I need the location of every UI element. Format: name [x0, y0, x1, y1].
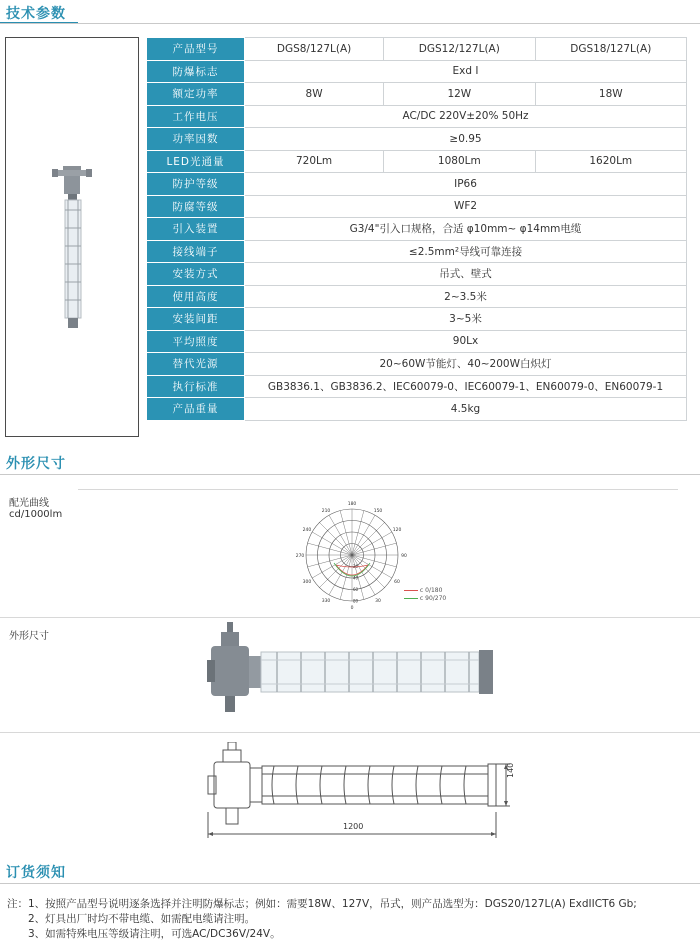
- spec-row: [147, 330, 687, 353]
- light-distribution-polar-chart: [287, 500, 417, 610]
- dimension-length: 1200: [343, 822, 364, 831]
- section-divider: [0, 23, 700, 24]
- spec-value: 3~5米: [245, 308, 687, 331]
- spec-label: 额定功率: [147, 83, 245, 106]
- polar-spoke: [308, 543, 352, 555]
- spec-value: WF2: [245, 195, 687, 218]
- polar-angle-label: 60: [394, 580, 400, 585]
- spec-value: GB3836.1、GB3836.2、IEC60079-0、IEC60079-1、EN60079-0、EN60079-1: [245, 375, 687, 398]
- spec-row: [147, 60, 687, 83]
- polar-angle-label: 0: [350, 606, 354, 610]
- polar-spoke: [312, 532, 352, 555]
- section-divider: [0, 474, 700, 475]
- polar-spoke: [352, 532, 392, 555]
- spec-row: [147, 240, 687, 263]
- legend-c90-270: c 90/270: [404, 595, 446, 602]
- spec-value: Exd Ⅰ: [245, 60, 687, 83]
- spec-value: IP66: [245, 173, 687, 196]
- spec-row: [147, 375, 687, 398]
- spec-row: [147, 150, 687, 173]
- section-divider-secondary: [0, 617, 700, 618]
- spec-label: 防护等级: [147, 173, 245, 196]
- polar-angle-label: 270: [295, 554, 305, 559]
- polar-angle-label: 180: [347, 502, 357, 507]
- dimension-height: 140: [506, 762, 515, 778]
- polar-spoke: [319, 522, 352, 555]
- polar-spoke: [352, 555, 396, 567]
- spec-label: 安装方式: [147, 263, 245, 286]
- lamp-horizontal-photo: [207, 622, 497, 714]
- curve-unit: cd/1000lm: [9, 509, 63, 520]
- note-line-3: 3、如需特殊电压等级请注明，可选AC/DC36V/24V。: [28, 928, 281, 940]
- spec-label: 产品重量: [147, 398, 245, 421]
- spec-label: 执行标准: [147, 375, 245, 398]
- spec-label: 安装间距: [147, 308, 245, 331]
- spec-value: ≤2.5mm²导线可靠连接: [245, 240, 687, 263]
- polar-spoke: [340, 511, 352, 555]
- spec-row: [147, 173, 687, 196]
- spec-row: [147, 83, 687, 106]
- model-name: DGS8/127L(A): [245, 38, 384, 61]
- shape-label: 外形尺寸: [9, 631, 49, 642]
- spec-label: 工作电压: [147, 105, 245, 128]
- spec-row: [147, 308, 687, 331]
- polar-angle-label: 90: [401, 554, 407, 559]
- spec-row: [147, 218, 687, 241]
- section-title-dims: 外形尺寸: [6, 456, 66, 472]
- spec-value: 1620Lm: [535, 150, 686, 173]
- spec-row: [147, 105, 687, 128]
- spec-row: [147, 398, 687, 421]
- spec-label: 防爆标志: [147, 60, 245, 83]
- spec-table: [146, 37, 687, 421]
- spec-header-row: [147, 38, 687, 61]
- spec-label: 替代光源: [147, 353, 245, 376]
- spec-label: LED光通量: [147, 150, 245, 173]
- section-title-order: 订货须知: [6, 865, 66, 881]
- polar-radius-label: 80: [353, 598, 359, 604]
- spec-row: [147, 285, 687, 308]
- lamp-vertical-illustration: [6, 38, 138, 436]
- spec-label: 使用高度: [147, 285, 245, 308]
- note-line-1: 注：1、按照产品型号说明逐条选择并注明防爆标志；例如：需要18W、127V，吊式，则产品选型为：DGS20/127L(A) ExdIICT6 Gb;: [7, 898, 637, 910]
- spec-value: 720Lm: [245, 150, 384, 173]
- spec-row: [147, 353, 687, 376]
- spec-value: 12W: [384, 83, 535, 106]
- spec-value: 吊式、壁式: [245, 263, 687, 286]
- spec-value: ≥0.95: [245, 128, 687, 151]
- polar-angle-label: 30: [375, 599, 381, 605]
- polar-angle-label: 210: [321, 508, 331, 514]
- model-name: DGS12/127L(A): [384, 38, 535, 61]
- spec-label: 功率因数: [147, 128, 245, 151]
- spec-value: 20~60W节能灯、40~200W白炽灯: [245, 353, 687, 376]
- section-divider-secondary: [0, 732, 700, 733]
- curve-label: 配光曲线: [9, 498, 49, 509]
- polar-spoke: [319, 555, 352, 588]
- polar-spoke: [352, 543, 396, 555]
- polar-radius-label: 20: [353, 564, 359, 569]
- spec-value: 2~3.5米: [245, 285, 687, 308]
- polar-radius-label: 60: [353, 587, 359, 592]
- note-line-2: 2、灯具出厂时均不带电缆、如需配电缆请注明。: [28, 913, 256, 925]
- section-divider-secondary: [78, 489, 678, 490]
- polar-radius-label: 40: [353, 575, 359, 581]
- spec-label: 产品型号: [147, 38, 245, 61]
- spec-row: [147, 195, 687, 218]
- polar-spoke: [352, 555, 385, 588]
- polar-spoke: [308, 555, 352, 567]
- product-photo: [5, 37, 139, 437]
- spec-row: [147, 263, 687, 286]
- spec-value: G3/4"引入口规格，合适 φ10mm~ φ14mm电缆: [245, 218, 687, 241]
- polar-spoke: [352, 511, 364, 555]
- polar-angle-label: 330: [321, 599, 331, 605]
- order-notes: [7, 897, 637, 942]
- spec-label: 引入装置: [147, 218, 245, 241]
- polar-angle-label: 300: [302, 580, 312, 585]
- polar-spoke: [329, 515, 352, 555]
- spec-value: 18W: [535, 83, 686, 106]
- spec-value: 8W: [245, 83, 384, 106]
- spec-value: 4.5kg: [245, 398, 687, 421]
- section-title-tech: 技术参数: [6, 6, 66, 22]
- spec-value: AC/DC 220V±20% 50Hz: [245, 105, 687, 128]
- polar-spoke: [352, 515, 375, 555]
- model-name: DGS18/127L(A): [535, 38, 686, 61]
- spec-label: 防腐等级: [147, 195, 245, 218]
- section-divider: [0, 883, 700, 884]
- spec-value: 90Lx: [245, 330, 687, 353]
- spec-row: [147, 128, 687, 151]
- legend-c0-180: c 0/180: [404, 587, 442, 594]
- polar-spoke: [352, 522, 385, 555]
- polar-angle-label: 240: [302, 528, 312, 533]
- spec-label: 接线端子: [147, 240, 245, 263]
- spec-label: 平均照度: [147, 330, 245, 353]
- spec-value: 1080Lm: [384, 150, 535, 173]
- polar-angle-label: 150: [373, 508, 383, 514]
- polar-angle-label: 120: [392, 528, 402, 533]
- polar-spoke: [340, 555, 352, 599]
